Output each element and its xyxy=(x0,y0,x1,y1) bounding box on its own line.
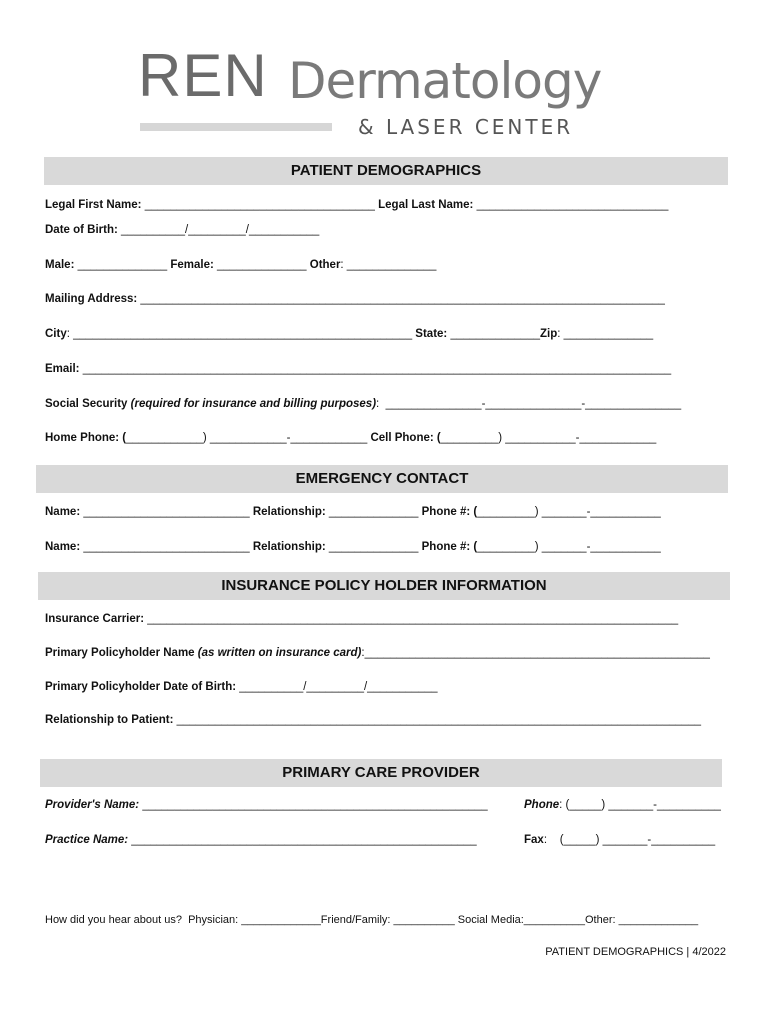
section-header-primary-care-provider: PRIMARY CARE PROVIDER xyxy=(40,759,722,787)
form-row-practice-name xyxy=(45,833,477,847)
form-row-mailing-address xyxy=(45,292,665,306)
form-row-relationship-to-patient xyxy=(45,713,701,727)
female-label: Female: xyxy=(170,259,214,271)
logo-ren-text: REN xyxy=(138,42,268,109)
section-header-insurance-policy-holder: INSURANCE POLICY HOLDER INFORMATION xyxy=(38,572,730,600)
form-row-provider-phone xyxy=(524,798,721,812)
cell-phone-field[interactable]: _________) ___________-____________ xyxy=(440,432,657,444)
emergency-name-label: Name: xyxy=(45,506,81,518)
home-phone-field[interactable]: ____________) ____________-____________ xyxy=(126,432,371,444)
practice-fax-field[interactable]: : (_____) _______-__________ xyxy=(543,834,716,846)
emergency-phone-field[interactable]: _________) _______-___________ xyxy=(477,506,661,518)
home-phone-label: Home Phone: ( xyxy=(45,432,127,444)
relationship-to-patient-label: Relationship to Patient: xyxy=(45,714,174,726)
provider-name-field[interactable]: ______________________________________________________ xyxy=(139,799,488,811)
policyholder-name-note: (as written on insurance card) xyxy=(197,647,362,659)
other-gender-field[interactable]: : ______________ xyxy=(340,259,437,271)
emergency-phone-field[interactable]: _________) _______-___________ xyxy=(477,541,661,553)
logo-underline-bar xyxy=(140,123,332,131)
policyholder-name-field[interactable]: :______________________________________________________ xyxy=(361,647,710,659)
page-footer: PATIENT DEMOGRAPHICS | 4/2022 xyxy=(545,946,726,958)
emergency-phone-label: Phone #: ( xyxy=(421,506,478,518)
city-field[interactable]: : _____________________________________________________ xyxy=(66,328,416,340)
email-field[interactable]: ____________________________________________________________________________________________ xyxy=(79,363,672,375)
emergency-phone-label: Phone #: ( xyxy=(421,541,478,553)
state-field[interactable]: ______________ xyxy=(447,328,540,340)
practice-fax-label: Fax xyxy=(524,834,544,846)
form-row-gender xyxy=(45,258,436,272)
policyholder-dob-field[interactable]: __________/_________/___________ xyxy=(236,681,438,693)
form-row-emergency-contact-1 xyxy=(45,505,661,519)
form-row-social-security xyxy=(45,397,681,411)
legal-first-name-field[interactable]: ____________________________________ xyxy=(141,199,379,211)
city-label: City xyxy=(45,328,67,340)
practice-name-field[interactable]: ______________________________________________________ xyxy=(128,834,477,846)
referral-source-row[interactable]: How did you hear about us? Physician: _____________Friend/Family: __________ Social Media:__________Other: _____________ xyxy=(45,914,699,926)
form-row-practice-fax xyxy=(524,833,715,847)
policyholder-name-label: Primary Policyholder Name xyxy=(45,647,195,659)
zip-label: Zip xyxy=(540,328,558,340)
form-row-legal-name xyxy=(45,198,668,212)
form-row-policyholder-name xyxy=(45,646,710,660)
logo-subtitle: & LASER CENTER xyxy=(358,115,574,139)
male-label: Male: xyxy=(45,259,75,271)
policyholder-dob-label: Primary Policyholder Date of Birth: xyxy=(45,681,237,693)
other-gender-label: Other xyxy=(309,259,341,271)
emergency-relationship-label: Relationship: xyxy=(252,506,326,518)
date-of-birth-label: Date of Birth: xyxy=(45,224,118,236)
social-security-note: (required for insurance and billing purposes) xyxy=(130,398,377,410)
mailing-address-label: Mailing Address: xyxy=(45,293,138,305)
section-header-emergency-contact: EMERGENCY CONTACT xyxy=(36,465,728,493)
form-row-city-state-zip xyxy=(45,327,653,341)
form-row-phones xyxy=(45,431,656,445)
legal-last-name-label: Legal Last Name: xyxy=(378,199,474,211)
form-row-date-of-birth xyxy=(45,223,319,237)
state-label: State: xyxy=(415,328,448,340)
insurance-carrier-field[interactable]: ___________________________________________________________________________________ xyxy=(144,613,679,625)
insurance-carrier-label: Insurance Carrier: xyxy=(45,613,145,625)
legal-first-name-label: Legal First Name: xyxy=(45,199,142,211)
social-security-field[interactable]: : _______________-_______________-_______________ xyxy=(376,398,682,410)
form-row-provider-name xyxy=(45,798,488,812)
form-row-policyholder-dob xyxy=(45,680,438,694)
emergency-name-label: Name: xyxy=(45,541,81,553)
provider-phone-label: Phone xyxy=(524,799,560,811)
logo-dermatology-text: Dermatology xyxy=(288,52,602,110)
female-field[interactable]: ______________ xyxy=(213,259,310,271)
legal-last-name-field[interactable]: ______________________________ xyxy=(473,199,669,211)
email-label: Email: xyxy=(45,363,80,375)
section-header-patient-demographics: PATIENT DEMOGRAPHICS xyxy=(44,157,728,185)
emergency-relationship-field[interactable]: ______________ xyxy=(325,506,422,518)
emergency-relationship-label: Relationship: xyxy=(252,541,326,553)
form-row-emergency-contact-2 xyxy=(45,540,661,554)
zip-field[interactable]: : ______________ xyxy=(557,328,654,340)
provider-name-label: Provider's Name: xyxy=(45,799,140,811)
emergency-name-field[interactable]: __________________________ xyxy=(80,506,253,518)
social-security-label: Social Security xyxy=(45,398,128,410)
male-field[interactable]: ______________ xyxy=(74,259,171,271)
logo xyxy=(138,42,618,141)
provider-phone-field[interactable]: : (_____) _______-__________ xyxy=(559,799,721,811)
emergency-relationship-field[interactable]: ______________ xyxy=(325,541,422,553)
practice-name-label: Practice Name: xyxy=(45,834,129,846)
form-row-insurance-carrier xyxy=(45,612,678,626)
emergency-name-field[interactable]: __________________________ xyxy=(80,541,253,553)
cell-phone-label: Cell Phone: ( xyxy=(370,432,441,444)
mailing-address-field[interactable]: __________________________________________________________________________________ xyxy=(137,293,665,305)
form-row-email xyxy=(45,362,671,376)
relationship-to-patient-field[interactable]: __________________________________________________________________________________ xyxy=(173,714,702,726)
date-of-birth-field[interactable]: __________/_________/___________ xyxy=(117,224,320,236)
